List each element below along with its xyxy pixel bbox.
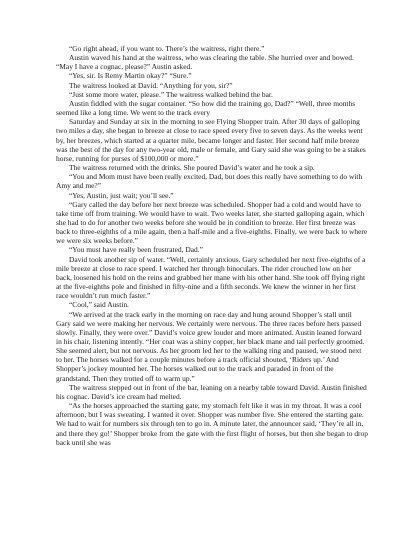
paragraph: Austin fiddled with the sugar container. “So how did the training go, Dad?” “Well, three months seemed like a long time. We went to the track every (56, 98, 356, 118)
paragraph: “Yes, sir. Is Remy Martin okay?” “Sure.” (69, 71, 192, 81)
paragraph: The waitress stepped out in front of the bar, leaning on a nearby table toward David. Austin finished his cognac. David’s ice cream had melted. (56, 382, 367, 401)
paragraph: “Go right ahead, if you want to. There’s the waitress, right there.” (69, 44, 265, 53)
paragraph: “As the horses approached the starting gate, my stomach felt like it was in my throat. It was a cool afternoon, but I was sweating. I wanted it over. Shopper was number five. She entered the starting gate. We had to wait for numbers six through ten to go in. A minute later, the announcer said, ‘They’re all in, and there they go!’ Shopper broke from the gate with the first flight of horses, but then she began to drop back until she was (56, 401, 368, 447)
paragraph: “Just some more water, please.” The waitress walked behind the bar. (69, 89, 273, 99)
paragraph: “You and Mom must have been really excited, Dad, but does this really have something to do with Amy and me?” (56, 172, 363, 191)
paragraph: Saturday and Sunday at six in the morning to see Flying Shopper train. After 30 days of galloping two miles a day, she began to breeze at close to race speed every five to seven days. As the weeks went by, her breezes, which started at a quarter mile, became longer and faster. Her second half mile breeze was the best of the day for any two-year old, male or female, and Gary said she was going to be a stakes horse, running for purses of $100,000 or more.” (56, 117, 366, 163)
paragraph: “You must have really been frustrated, Dad.” (69, 245, 203, 255)
paragraph: Austin waved his hand at the waitress, who was clearing the table. She hurried over and bowed. “May I have a cognac, please?” Austin asked. (56, 53, 354, 72)
paragraph: The waitress returned with the drinks. She poured David’s water and he took a sip. (69, 163, 315, 173)
paragraph: “Gary called the day before her next breeze was scheduled. Shopper had a cold and would have to take time off from training. We would have to wait. Two weeks later, she started galloping again, which she had to do for another two weeks before she would be in condition to breeze. Her first breeze was back to three-eighths of a mile again, then a half-mile and a five-eighths. Finally, we were back to where we were six weeks before.” (56, 199, 368, 246)
paragraph: “Cool,” said Austin. (69, 300, 129, 310)
paragraph: David took another sip of water. “Well, certainly anxious. Gary scheduled her next five-eighths of a mile breeze at close to race speed. I watched her through binoculars. The rider crouched low on her back, loosened his hold on the reins and grabbed her mane with his other hand. She took off flying right at the five-eighths pole and finished in fifty-nine and a fifth seconds. We knew the winner in her first race wouldn’t run much faster.” (56, 254, 366, 301)
paragraph: “Yes, Austin, just wait; you’ll see.” (69, 190, 174, 200)
paragraph: “We arrived at the track early in the morning on race day and hung around Shopper’s stall until Gary said we were making her nervous. We certainly were nervous. The three races before hers passed slowly. Finally, they were over.” David’s voice grew louder and more animated. Austin leaned forward in his chair, listening intently. “Her coat was a shiny copper, her black mane and tail perfectly groomed. She seemed alert, but not nervous. As her groom led her to the walking ring and paused, we stood next to her. The horses walked for a couple minutes before a track official shouted, ‘Riders up.’ And Shopper’s jockey mounted her. The horses walked out to the track and paraded in front of the grandstand. Then they trotted off to warm up.” (56, 309, 365, 383)
paragraph: The waitress looked at David. “Anything for you, sir?” (69, 80, 233, 90)
